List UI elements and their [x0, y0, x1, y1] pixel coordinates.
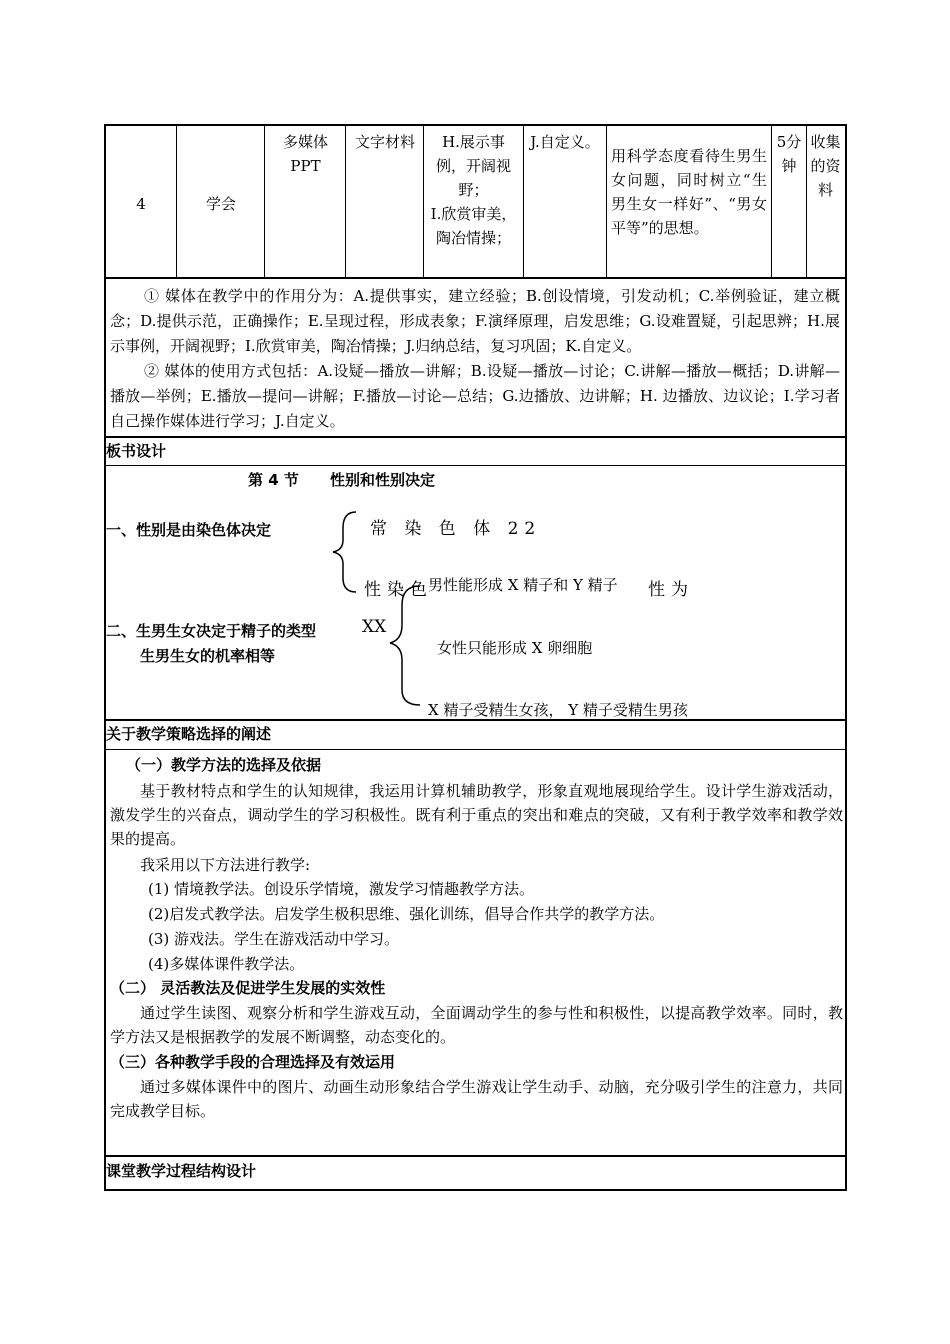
brace-right [390, 586, 420, 705]
strategy-heading-1: （一）教学方法的选择及依据 [126, 756, 322, 774]
media-usage: J.自定义。 [530, 133, 600, 151]
board-title: 性别和性别决定 [330, 471, 436, 489]
board-autosome: 常 染 色 体 22 [370, 519, 542, 539]
content-summary: 用科学态度看待生男生女问题，同时树立“生男生女一样好”、“男女平等”的思想。 [611, 147, 767, 237]
strategy-heading-3: （三）各种教学手段的合理选择及有效运用 [110, 1053, 396, 1071]
board-fertilization: X 精子受精生女孩， Y 精子受精生男孩 [428, 701, 688, 719]
board-point-1: 一、性别是由染色体决定 [106, 521, 272, 539]
teaching-goal: 学会 [205, 195, 236, 213]
media-effect: H.展示事例，开阔视野； I.欣赏审美，陶冶情操； [430, 133, 517, 247]
strategy-heading-2: （二） 灵活教法及促进学生发展的实效性 [110, 979, 386, 997]
method-item: (3) 游戏法。学生在游戏活动中学习。 [148, 930, 400, 948]
board-sex-chromosome: 性染色 [364, 580, 433, 600]
media-content: 文字材料 [354, 133, 415, 151]
media-type: 多媒体 PPT [282, 133, 328, 175]
board-point-2a: 二、生男生女决定于精子的类型 [106, 622, 317, 640]
board-xx: XX [362, 617, 387, 637]
row-number: 4 [136, 195, 146, 213]
strategy-paragraph-3: 通过学生读图、观察分析和学生游戏互动，全面调动学生的参与性和积极性，以提高教学效率。同时，教学方法又是根据教学的发展不断调整，动态变化的。 [110, 1004, 843, 1046]
method-item: (1) 情境教学法。创设乐学情境，激发学习情趣教学方法。 [148, 880, 535, 898]
source-cell: 收集的资料 [810, 133, 841, 199]
strategy-paragraph-2: 我采用以下方法进行教学: [140, 856, 311, 874]
method-item: (4)多媒体课件教学法。 [148, 955, 305, 973]
note-media-role: ① 媒体在教学中的作用分为：A.提供事实，建立经验；B.创设情境，引发动机；C.举例验证，建立概念；D.提供示范，正确操作；E.呈现过程，形成表象；F.演绎原理，启发思维；G.设难置疑，引起思辨；H.展示事例，开阔视野；I.欣赏审美，陶冶情操；J.归纳总结，复习巩固；K.自定义。 [110, 287, 840, 355]
section-header-strategy: 关于教学策略选择的阐述 [106, 725, 272, 743]
strategy-paragraph-4: 通过多媒体课件中的图片、动画生动形象结合学生游戏让学生动手、动脑，充分吸引学生的注意力，共同完成教学目标。 [110, 1078, 843, 1120]
board-male-sperm: 男性能形成 X 精子和 Y 精子 [428, 576, 618, 594]
board-suffix: 性为 [648, 580, 694, 600]
board-point-2b: 生男生女的机率相等 [140, 647, 276, 665]
method-item: (2)启发式教学法。启发学生极积思维、强化训练，倡导合作共学的教学方法。 [148, 905, 665, 923]
section-header-board: 板书设计 [106, 442, 167, 460]
board-female-egg: 女性只能形成 X 卵细胞 [437, 639, 593, 657]
time-cell: 5分钟 [776, 133, 802, 175]
strategy-paragraph-1: 基于教材特点和学生的认知规律，我运用计算机辅助教学，形象直观地展现给学生。设计学生游戏活动，激发学生的兴奋点，调动学生的学习积极性。既有利于重点的突出和难点的突破，又有利于教学效率和教学效果的提高。 [110, 782, 843, 848]
section-header-process: 课堂教学过程结构设计 [106, 1162, 257, 1180]
brace-left [333, 512, 356, 592]
board-section-number: 第 4 节 [248, 471, 299, 489]
note-media-usage: ② 媒体的使用方式包括：A.设疑—播放—讲解；B.设疑—播放—讨论；C.讲解—播放—概括；D.讲解—播放—举例；E.播放—提问—讲解；F.播放—讨论—总结；G.边播放、边讲解；H. 边播放、边议论；I.学习者自己操作媒体进行学习；J.自定义。 [110, 362, 840, 430]
